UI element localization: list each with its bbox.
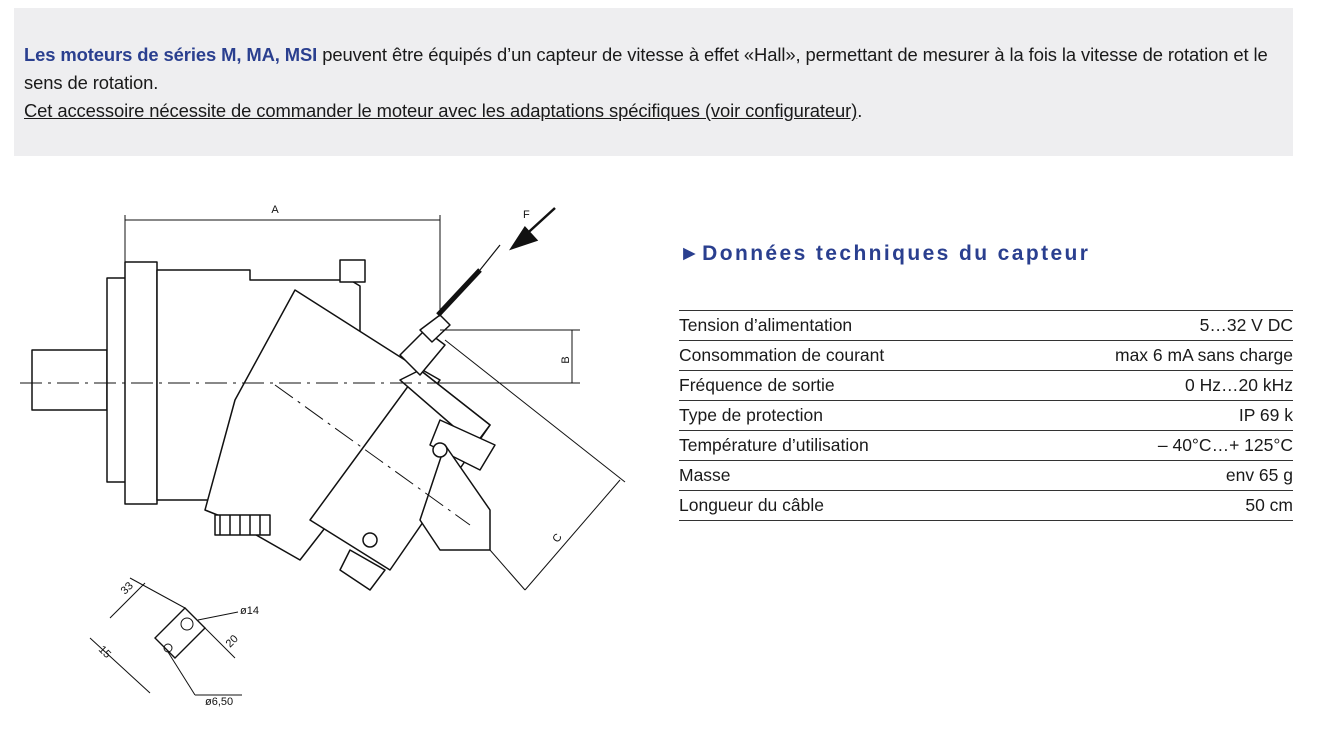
spec-value: 50 cm bbox=[1008, 491, 1293, 521]
shaft bbox=[32, 350, 107, 410]
motor-technical-drawing bbox=[20, 190, 640, 720]
spec-row bbox=[679, 491, 1293, 521]
spec-value: – 40°C…+ 125°C bbox=[1008, 431, 1293, 461]
spec-label: Tension d’alimentation bbox=[679, 311, 1008, 341]
label-f: F bbox=[523, 209, 530, 221]
spec-value: 0 Hz…20 kHz bbox=[1008, 371, 1293, 401]
sensor-cable bbox=[438, 270, 480, 315]
spec-row bbox=[679, 371, 1293, 401]
spec-label: Fréquence de sortie bbox=[679, 371, 1008, 401]
label-b: B bbox=[560, 356, 572, 364]
label-phi14: ø14 bbox=[240, 605, 259, 617]
spec-value: env 65 g bbox=[1008, 461, 1293, 491]
spec-row bbox=[679, 431, 1293, 461]
series-label: Les moteurs de séries M, MA, MSI bbox=[24, 44, 318, 65]
spec-label: Consommation de courant bbox=[679, 341, 1008, 371]
force-arrow bbox=[512, 228, 536, 248]
specs-table bbox=[679, 310, 1293, 521]
spec-value: max 6 mA sans charge bbox=[1008, 341, 1293, 371]
spec-label: Masse bbox=[679, 461, 1008, 491]
spec-value: 5…32 V DC bbox=[1008, 311, 1293, 341]
spec-row bbox=[679, 401, 1293, 431]
detail-view bbox=[90, 578, 242, 695]
label-15: 15 bbox=[95, 643, 114, 661]
flange bbox=[107, 278, 127, 482]
spec-label: Longueur du câble bbox=[679, 491, 1008, 521]
spec-label: Type de protection bbox=[679, 401, 1008, 431]
bolt-hole-1 bbox=[433, 443, 447, 457]
motor-drawing bbox=[20, 190, 640, 720]
intro-text-1: peuvent être équipés d’un capteur de vitesse à effet «Hall», permettant de mesurer à la fois la vitesse de rotation et le sens de rotation. bbox=[24, 44, 1268, 93]
dimension-c-line bbox=[525, 480, 620, 590]
intro-text-2-end: . bbox=[857, 100, 863, 121]
bolt-hole-2 bbox=[363, 533, 377, 547]
spec-row bbox=[679, 461, 1293, 491]
spec-label: Température d’utilisation bbox=[679, 431, 1008, 461]
intro-text-2: Cet accessoire nécessite de commander le moteur avec les adaptations spécifiques (voir configurateur) bbox=[24, 100, 858, 121]
label-a: A bbox=[271, 204, 279, 216]
label-20: 20 bbox=[223, 632, 241, 651]
top-boss bbox=[340, 260, 365, 282]
label-c: C bbox=[550, 531, 565, 545]
intro-box bbox=[14, 8, 1293, 156]
drain-plug bbox=[215, 515, 270, 535]
spec-row bbox=[679, 341, 1293, 371]
spec-value: IP 69 k bbox=[1008, 401, 1293, 431]
label-phi650: ø6,50 bbox=[205, 696, 234, 708]
label-33: 33 bbox=[118, 579, 136, 598]
specs-title: ►Données techniques du capteur bbox=[679, 242, 1091, 265]
spec-row bbox=[679, 311, 1293, 341]
